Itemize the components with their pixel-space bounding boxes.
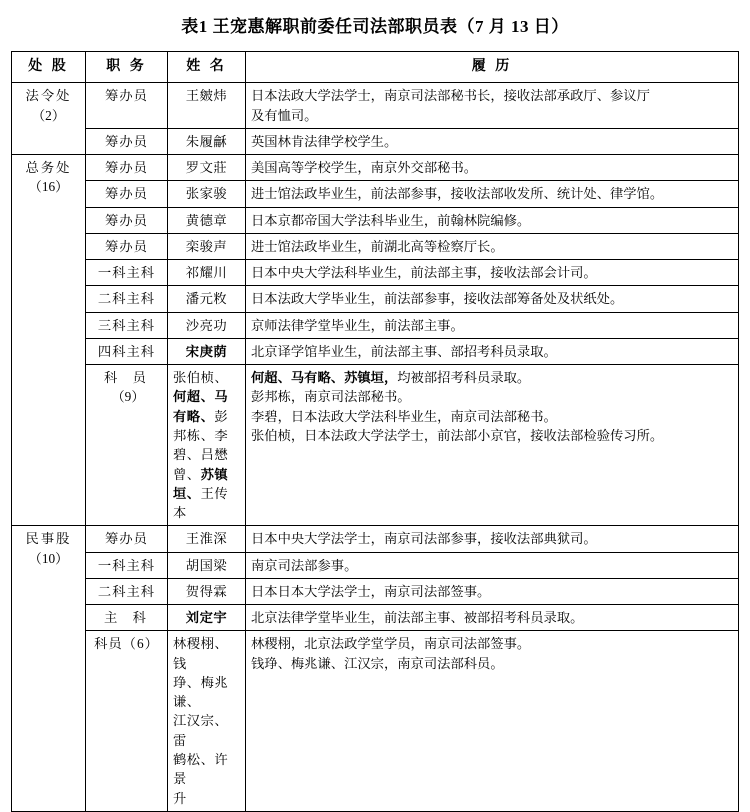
bio-line — [251, 426, 733, 445]
bio-cell — [246, 286, 739, 312]
table-row — [12, 312, 739, 338]
bio-cell — [246, 181, 739, 207]
bio-cell — [246, 83, 739, 129]
page-title: 表1 王宠惠解职前委任司法部职员表（7 月 13 日） — [181, 17, 569, 36]
bio-line: 日本日本大学法学士，南京司法部签事。 — [251, 583, 491, 599]
table-row — [12, 155, 739, 181]
bio-fragment: 彭邦栋，南京司法部秘书。 — [251, 389, 411, 405]
post-cell: 三科主科 — [86, 312, 168, 338]
table-row — [12, 631, 739, 811]
group-count: （2） — [31, 107, 66, 123]
group-count: （16） — [28, 179, 69, 195]
bio-line: 南京司法部参事。 — [251, 557, 358, 573]
table-row — [12, 526, 739, 552]
table-row — [12, 365, 739, 526]
bio-line: 进士馆法政毕业生，前湖北高等检察厅长。 — [251, 238, 504, 254]
post-cell: 筹办员 — [86, 83, 168, 129]
name-fragment: 王传本 — [173, 485, 229, 521]
bio-line: 日本法政大学法学士，南京司法部秘书长，接收法部承政厅、参议厅 — [251, 88, 650, 104]
bio-cell — [246, 631, 739, 811]
post-cell: 二科主科 — [86, 286, 168, 312]
table-row — [12, 260, 739, 286]
name-fragment: 彭邦栋、李碧、吕懋曾、 — [173, 408, 229, 482]
bio-cell — [246, 155, 739, 181]
name-cell: 刘定宇 — [168, 605, 246, 631]
bio-cell — [246, 605, 739, 631]
post-cell: 筹办员 — [86, 128, 168, 154]
group-cell — [12, 526, 86, 811]
bio-fragment: 何超、马有略、苏镇垣， — [251, 370, 398, 386]
table-row — [12, 552, 739, 578]
bio-cell — [246, 312, 739, 338]
name-cell: 朱履龢 — [168, 128, 246, 154]
name-cell: 沙亮功 — [168, 312, 246, 338]
post-cell: 筹办员 — [86, 155, 168, 181]
bio-line: 日本中央大学法科毕业生，前法部主事，接收法部会计司。 — [251, 265, 597, 281]
bio-cell — [246, 365, 739, 526]
column-header-post: 职 务 — [86, 52, 168, 83]
bio-cell — [246, 526, 739, 552]
group-cell — [12, 155, 86, 526]
bio-line: 林稷栩，北京法政学堂学员，南京司法部签事。 — [251, 636, 531, 652]
name-fragment: 张伯桢、 — [173, 370, 229, 386]
group-count: （10） — [28, 550, 69, 566]
bio-cell — [246, 578, 739, 604]
bio-line: 进士馆法政毕业生，前法部参事，接收法部收发所、统计处、律学馆。 — [251, 186, 664, 202]
name-cell: 祁耀川 — [168, 260, 246, 286]
table-row — [12, 128, 739, 154]
bio-line: 美国高等学校学生，南京外交部秘书。 — [251, 160, 478, 176]
post-cell: 四科主科 — [86, 338, 168, 364]
column-header-group: 处 股 — [12, 52, 86, 83]
bio-cell — [246, 233, 739, 259]
name-cell: 王皴炜 — [168, 83, 246, 129]
post-cell: 筹办员 — [86, 233, 168, 259]
bio-cell — [246, 552, 739, 578]
post-cell: 筹办员 — [86, 181, 168, 207]
group-name: 民事股 — [25, 531, 72, 547]
name-cell: 贺得霖 — [168, 578, 246, 604]
bio-line — [251, 368, 733, 387]
name-cell: 张家骏 — [168, 181, 246, 207]
bio-line — [251, 387, 733, 406]
post-cell: 筹办员 — [86, 526, 168, 552]
table-row — [12, 181, 739, 207]
bio-line — [251, 407, 733, 426]
name-line: 鹤松、许景 — [173, 752, 229, 787]
table-row — [12, 338, 739, 364]
name-cell: 王淮深 — [168, 526, 246, 552]
name-cell: 罗文莊 — [168, 155, 246, 181]
post-cell — [86, 365, 168, 526]
table-row — [12, 286, 739, 312]
name-cell: 宋庚荫 — [168, 338, 246, 364]
group-name: 总务处 — [25, 160, 72, 176]
column-header-name: 姓 名 — [168, 52, 246, 83]
name-cell — [168, 631, 246, 811]
post-cell: 一科主科 — [86, 552, 168, 578]
bio-line: 京师法律学堂毕业生，前法部主事。 — [251, 317, 464, 333]
roster-table — [11, 51, 739, 812]
bio-line: 及有恤司。 — [251, 107, 318, 123]
table-row — [12, 605, 739, 631]
bio-line: 北京译学馆毕业生，前法部主事、部招考科员录取。 — [251, 343, 557, 359]
group-cell — [12, 83, 86, 155]
post-count: （9） — [111, 389, 145, 405]
name-cell: 栾骏声 — [168, 233, 246, 259]
table-row — [12, 207, 739, 233]
name-line: 林稷栩、钱 — [173, 636, 229, 671]
post-cell: 一科主科 — [86, 260, 168, 286]
name-line: 江汉宗、雷 — [173, 713, 229, 748]
name-fragment: 何超、马有略、 — [173, 389, 229, 424]
table-header-row — [12, 52, 739, 83]
column-header-bio: 履 历 — [246, 52, 739, 83]
post-cell: 科员（6） — [86, 631, 168, 811]
bio-cell — [246, 338, 739, 364]
post-label: 科 员 — [104, 370, 152, 386]
table-row — [12, 578, 739, 604]
bio-fragment: 李碧，日本法政大学法科毕业生，南京司法部秘书。 — [251, 408, 557, 424]
post-cell: 二科主科 — [86, 578, 168, 604]
bio-cell — [246, 207, 739, 233]
bio-fragment: 张伯桢，日本法政大学法学士，前法部小京官，接收法部检验传习所。 — [251, 428, 664, 444]
bio-fragment: 均被部招考科员录取。 — [397, 370, 531, 386]
name-line: 琤、梅兆谦、 — [173, 674, 229, 710]
bio-line: 日本中央大学法学士，南京司法部参事，接收法部典狱司。 — [251, 531, 597, 547]
bio-line: 北京法律学堂毕业生，前法部主事、被部招考科员录取。 — [251, 610, 584, 626]
bio-line: 日本京都帝国大学法科毕业生，前翰林院编修。 — [251, 212, 531, 228]
name-cell — [168, 365, 246, 526]
group-name: 法令处 — [25, 88, 72, 104]
table-row — [12, 233, 739, 259]
name-cell: 黄德章 — [168, 207, 246, 233]
name-fragment: 苏镇垣、 — [173, 466, 229, 501]
table-row — [12, 83, 739, 129]
name-cell: 胡国梁 — [168, 552, 246, 578]
post-cell: 筹办员 — [86, 207, 168, 233]
bio-line: 钱琤、梅兆谦、江汉宗，南京司法部科员。 — [251, 655, 504, 671]
post-cell: 主 科 — [86, 605, 168, 631]
name-line: 升 — [173, 790, 187, 806]
bio-line: 英国林肯法律学校学生。 — [251, 133, 398, 149]
name-cell: 潘元敉 — [168, 286, 246, 312]
bio-cell — [246, 128, 739, 154]
bio-cell — [246, 260, 739, 286]
bio-line: 日本法政大学毕业生，前法部参事，接收法部筹备处及状纸处。 — [251, 291, 624, 307]
